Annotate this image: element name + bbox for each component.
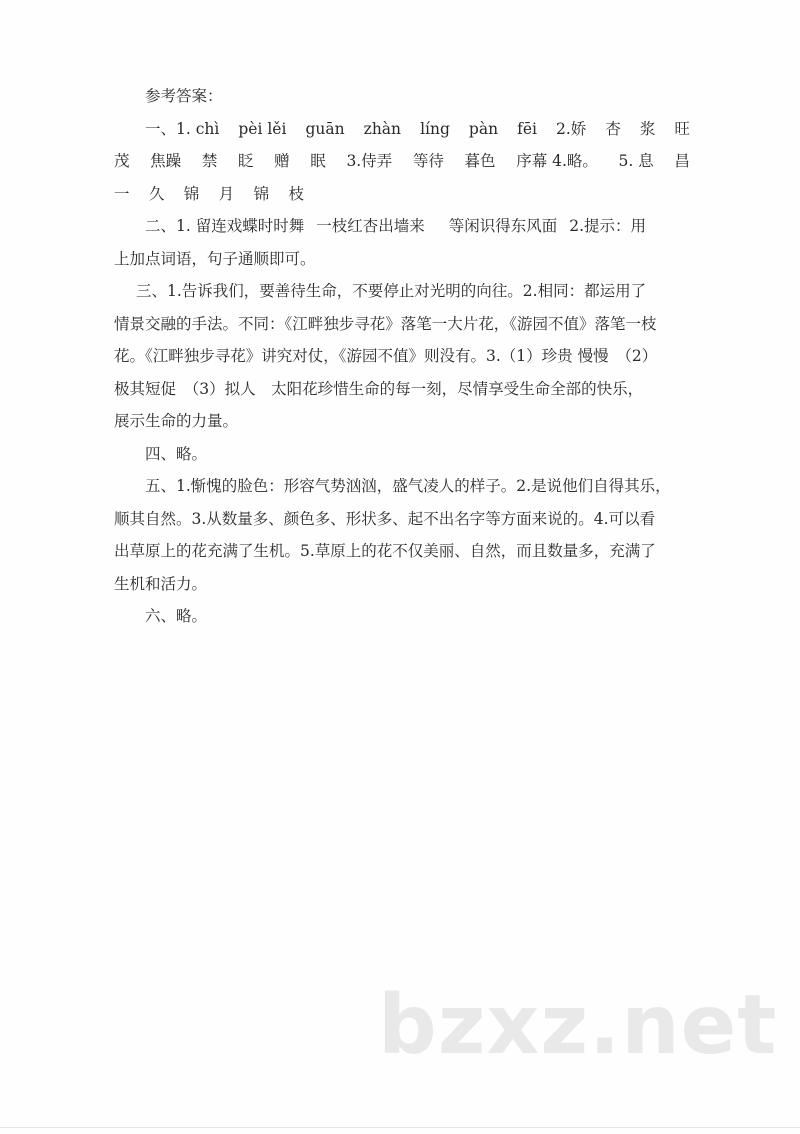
s1-token: 茂 <box>114 152 130 170</box>
section-1-line-2 <box>114 145 694 178</box>
s1-token: 久 <box>148 184 165 203</box>
s1-token: guān <box>305 119 345 138</box>
s1-token: 浆 <box>639 119 656 138</box>
s2-part: 等闲识得东风面 <box>448 217 558 235</box>
section-3-line-4: 极其短促 （3）拟人 太阳花珍惜生命的每一刻，尽情享受生命全部的快乐， <box>114 379 644 398</box>
s1-token: 锦 <box>253 184 270 203</box>
s1-token: 焦躁 <box>150 152 182 170</box>
s1-token: 禁 <box>201 152 218 170</box>
section-1-line-1 <box>114 113 694 146</box>
s1-token: 2.娇 <box>556 119 587 138</box>
s1-token: 一、1. chì <box>145 119 220 138</box>
s1-token: 暮色 <box>464 152 496 170</box>
section-3-line-1: 三、1.告诉我们，要善待生命，不要停止对光明的向往。2.相同：都运用了 <box>136 282 647 300</box>
s2-part: 2.提示：用 <box>569 217 647 235</box>
page-bottom-edge <box>0 1127 800 1128</box>
s1-token: 3.侍弄 <box>346 152 393 170</box>
s1-token: 5. 息 <box>618 152 654 170</box>
section-5-line-2: 顺其自然。3.从数量多、颜色多、形状多、起不出名字等方面来说的。4.可以看 <box>114 509 656 528</box>
s1-token: 赠 <box>274 152 290 170</box>
section-5-line-3: 出草原上的花充满了生机。5.草原上的花不仅美丽、自然，而且数量多，充满了 <box>114 542 656 560</box>
s1-token: fēi <box>517 119 537 138</box>
section-3-line-2: 情景交融的手法。不同：《江畔独步寻花》落笔一大片花，《游园不值》落笔一枝 <box>114 314 657 333</box>
s1-token: 眠 <box>310 152 326 170</box>
s1-token: 昌 <box>674 152 690 170</box>
s1-token: líng <box>420 119 450 138</box>
s1-token: 月 <box>218 184 235 203</box>
s1-token: 序幕 4.略。 <box>516 152 598 170</box>
s1-token: 锦 <box>183 184 200 203</box>
section-5-line-4: 生机和活力。 <box>114 574 208 593</box>
section-3-line-5: 展示生命的力量。 <box>114 412 239 430</box>
s1-token: pàn <box>468 119 499 138</box>
section-3-line-3: 花。《江畔独步寻花》讲究对仗，《游园不值》则没有。3.（1）珍贵 慢慢 （2） <box>114 347 658 365</box>
s1-token: zhàn <box>363 119 402 138</box>
answers-title: 参考答案： <box>145 87 223 105</box>
section-4: 四、略。 <box>145 444 208 463</box>
s1-token: 一 <box>114 184 130 203</box>
s1-token: 旺 <box>674 119 690 138</box>
section-2-line-1 <box>114 210 694 243</box>
section-5-line-1: 五、1.惭愧的脸色：形容气势汹汹，盛气凌人的样子。2.是说他们自得其乐， <box>145 477 671 495</box>
answer-content <box>114 80 694 633</box>
s1-token: 杏 <box>605 119 621 138</box>
s1-token: 眨 <box>237 152 254 170</box>
s1-token: 等待 <box>412 152 444 170</box>
section-2-line-2: 上加点词语，句子通顺即可。 <box>114 249 316 268</box>
section-1-line-3 <box>114 178 304 211</box>
s1-token: pèi lěi <box>238 119 287 138</box>
s2-part: 一枝红杏出墙来 <box>316 217 425 235</box>
section-6: 六、略。 <box>145 607 208 625</box>
s2-part: 二、1. 留连戏蝶时时舞 <box>145 217 305 235</box>
site-watermark: bzxz.net <box>378 978 778 1073</box>
s1-token: 枝 <box>288 184 304 203</box>
